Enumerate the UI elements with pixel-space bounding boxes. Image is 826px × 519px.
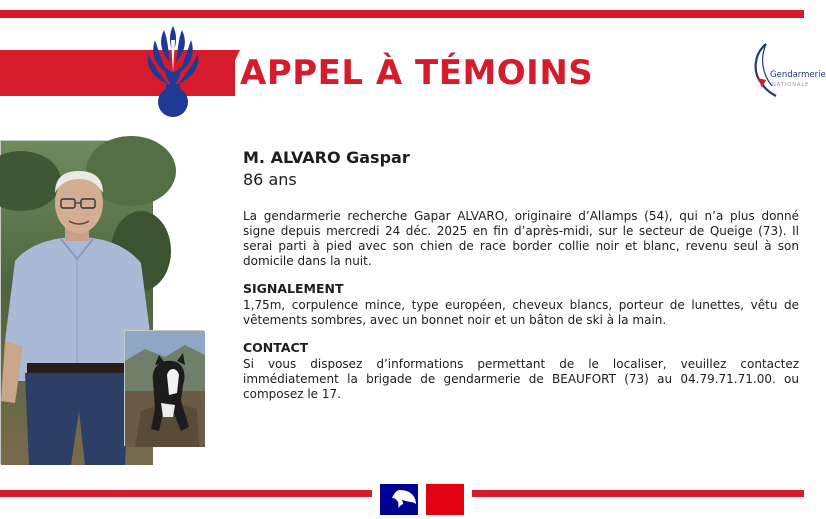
republique-francaise-logo	[380, 480, 464, 515]
contact-text: Si vous disposez d’informations permettant de le localiser, veuillez contactez immédiatement la brigade de gendarmerie de BEAUFORT (73) au 04.79.71.71.00. ou composez le 17.	[243, 357, 799, 401]
header-red-band-tip	[218, 50, 240, 96]
bottom-rule-right	[472, 490, 804, 497]
border-collie-illustration	[125, 331, 205, 447]
gendarmerie-logo-icon	[752, 38, 804, 100]
top-red-rule	[0, 10, 804, 18]
page-title: APPEL À TÉMOINS	[240, 53, 594, 93]
gendarmerie-logo	[752, 38, 826, 100]
dog-photo	[124, 330, 204, 446]
bottom-rule-left	[0, 490, 372, 497]
person-name: M. ALVARO Gaspar	[243, 148, 410, 167]
logo-text: Gendarmerie	[770, 70, 826, 80]
logo-subtext: NATIONALE	[772, 82, 810, 88]
gendarmerie-grenade-icon	[144, 22, 202, 122]
signalement-text: 1,75m, corpulence mince, type européen, cheveux blancs, porteur de lunettes, vêtu de vêtements sombres, avec un bonnet noir et un bâton de ski à la main.	[243, 298, 799, 327]
signalement-heading: SIGNALEMENT	[243, 281, 344, 296]
contact-heading: CONTACT	[243, 340, 309, 355]
notice-content	[243, 147, 799, 402]
intro-paragraph: La gendarmerie recherche Gapar ALVARO, originaire d’Allamps (54), qui n’a plus donné signe depuis mercredi 24 déc. 2025 en fin d’après-midi, sur le secteur de Queige (73). Il serai parti à pied avec son chien de race border collie noir et blanc, revenu seul à son domicile dans la nuit.	[243, 209, 799, 268]
person-age: 86 ans	[243, 170, 297, 189]
republique-francaise-marianne-icon	[380, 480, 464, 515]
